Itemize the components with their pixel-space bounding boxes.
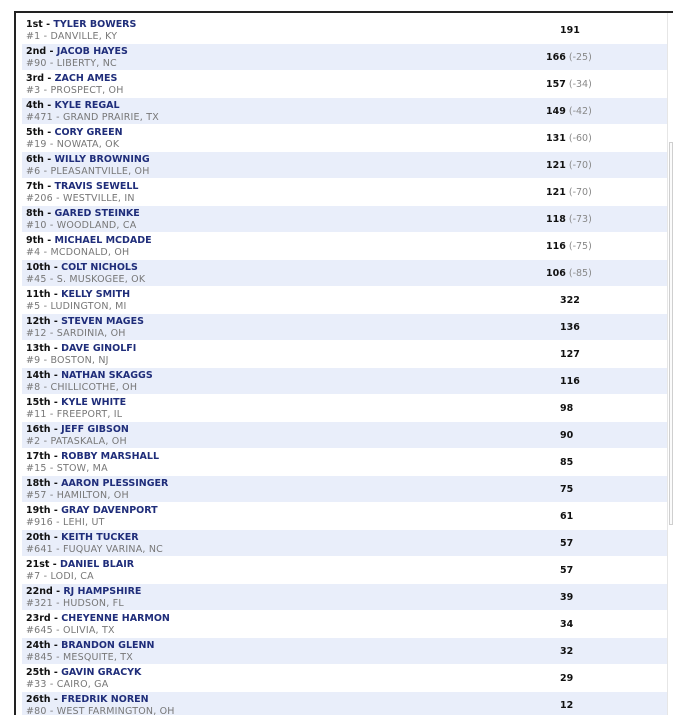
details-separator: - — [40, 247, 51, 258]
points-cell — [560, 484, 573, 496]
position-line — [26, 397, 126, 409]
points-value: 39 — [560, 592, 574, 603]
details-separator: - — [40, 166, 51, 177]
rank-separator: - — [50, 397, 62, 408]
position-line — [26, 262, 138, 274]
position-line — [26, 208, 140, 220]
rider-details — [26, 517, 105, 528]
points-cell — [560, 592, 573, 604]
rank-label: 4th — [26, 100, 44, 111]
position-line — [26, 19, 136, 31]
rider-hometown: HUDSON, FL — [62, 598, 124, 609]
details-separator: - — [52, 193, 63, 204]
rank-label: 11th — [26, 289, 51, 300]
rider-number: #57 — [26, 490, 47, 501]
rider-name-link[interactable]: ZACH AMES — [54, 73, 118, 84]
rider-number: #8 — [26, 382, 41, 393]
rider-name-link[interactable]: AARON PLESSINGER — [61, 478, 169, 489]
details-separator: - — [46, 490, 57, 501]
points-value: 75 — [560, 484, 574, 495]
rider-name-link[interactable]: BRANDON GLENN — [61, 640, 155, 651]
rider-name-link[interactable]: RJ HAMPSHIRE — [63, 586, 142, 597]
details-separator: - — [40, 436, 51, 447]
rider-number: #33 — [26, 679, 47, 690]
rider-number: #7 — [26, 571, 41, 582]
rider-hometown: PROSPECT, OH — [50, 85, 124, 96]
points-cell — [560, 403, 573, 415]
rank-label: 14th — [26, 370, 51, 381]
rider-details — [26, 31, 117, 42]
rider-name-link[interactable]: KYLE WHITE — [61, 397, 127, 408]
rider-details — [26, 436, 127, 447]
points-cell — [560, 700, 573, 712]
rank-separator: - — [50, 667, 62, 678]
rider-hometown: NOWATA, OK — [56, 139, 120, 150]
standings-row — [22, 125, 669, 152]
rider-number: #6 — [26, 166, 41, 177]
rider-name-link[interactable]: WILLY BROWNING — [54, 154, 150, 165]
position-line — [26, 559, 134, 571]
rider-hometown: HAMILTON, OH — [56, 490, 129, 501]
rider-name-link[interactable]: NATHAN SKAGGS — [61, 370, 153, 381]
points-value: 98 — [560, 403, 574, 414]
position-line — [26, 586, 141, 598]
rider-details — [26, 58, 117, 69]
rider-name-link[interactable]: GAVIN GRACYK — [61, 667, 142, 678]
points-cell — [560, 349, 580, 361]
rank-separator: - — [50, 316, 62, 327]
rider-details — [26, 490, 129, 501]
rank-separator: - — [43, 100, 55, 111]
rider-name-link[interactable]: KYLE REGAL — [54, 100, 120, 111]
rider-name-link[interactable]: GARED STEINKE — [54, 208, 140, 219]
position-line — [26, 694, 149, 706]
position-line — [26, 451, 159, 463]
details-separator: - — [40, 31, 51, 42]
standings-row — [22, 260, 669, 287]
rider-number: #11 — [26, 409, 47, 420]
rider-name-link[interactable]: TYLER BOWERS — [53, 19, 137, 30]
rider-number: #2 — [26, 436, 41, 447]
rank-label: 13th — [26, 343, 51, 354]
rider-details — [26, 382, 137, 393]
points-cell — [546, 79, 592, 91]
points-cell — [560, 646, 573, 658]
details-separator: - — [46, 328, 57, 339]
rank-separator: - — [42, 19, 54, 30]
rank-separator: - — [46, 46, 57, 57]
position-line — [26, 316, 144, 328]
position-line — [26, 667, 141, 679]
rider-number: #4 — [26, 247, 41, 258]
rider-name-link[interactable]: TRAVIS SEWELL — [54, 181, 139, 192]
points-value: 157 — [546, 79, 566, 90]
rider-hometown: DANVILLE, KY — [50, 31, 118, 42]
rank-separator: - — [43, 181, 55, 192]
points-cell — [546, 268, 592, 280]
rank-label: 12th — [26, 316, 51, 327]
standings-row — [22, 665, 669, 692]
points-value: 127 — [560, 349, 580, 360]
standings-row — [22, 152, 669, 179]
points-cell — [560, 511, 573, 523]
points-cell — [546, 52, 592, 64]
standings-row — [22, 611, 669, 638]
rider-hometown: SARDINIA, OH — [56, 328, 126, 339]
position-line — [26, 424, 129, 436]
points-cell — [560, 25, 580, 37]
position-line — [26, 613, 170, 625]
rider-number: #3 — [26, 85, 41, 96]
rider-hometown: LUDINGTON, MI — [50, 301, 127, 312]
rank-label: 16th — [26, 424, 51, 435]
points-cell — [560, 673, 573, 685]
rider-name-link[interactable]: ROBBY MARSHALL — [61, 451, 160, 462]
rider-hometown: CHILLICOTHE, OH — [50, 382, 138, 393]
rider-details — [26, 112, 159, 123]
rider-name-link[interactable]: CORY GREEN — [54, 127, 123, 138]
standings-row — [22, 314, 669, 341]
details-separator: - — [46, 409, 57, 420]
rider-details — [26, 274, 145, 285]
rank-separator: - — [50, 532, 62, 543]
standings-row — [22, 422, 669, 449]
details-separator: - — [40, 571, 51, 582]
details-separator: - — [52, 625, 63, 636]
rider-hometown: LEHI, UT — [62, 517, 105, 528]
rider-name-link[interactable]: MICHAEL MCDADE — [54, 235, 152, 246]
rider-number: #10 — [26, 220, 47, 231]
rider-number: #206 — [26, 193, 53, 204]
points-value: 29 — [560, 673, 574, 684]
points-cell — [560, 322, 580, 334]
points-cell — [560, 565, 573, 577]
rider-details — [26, 625, 115, 636]
rank-separator: - — [43, 208, 55, 219]
points-value: 106 — [546, 268, 566, 279]
rank-label: 23rd — [26, 613, 51, 624]
rider-hometown: OLIVIA, TX — [62, 625, 115, 636]
standings-row — [22, 503, 669, 530]
position-line — [26, 181, 138, 193]
position-line — [26, 235, 152, 247]
rank-separator: - — [52, 586, 64, 597]
rank-label: 21st — [26, 559, 50, 570]
rider-number: #45 — [26, 274, 47, 285]
rider-name-link[interactable]: COLT NICHOLS — [61, 262, 138, 273]
details-separator: - — [52, 652, 63, 663]
points-gap: (-73) — [568, 214, 592, 225]
rider-name-link[interactable]: GRAY DAVENPORT — [61, 505, 158, 516]
rank-separator: - — [50, 289, 62, 300]
rider-hometown: FUQUAY VARINA, NC — [62, 544, 163, 555]
standings-row — [22, 557, 669, 584]
rank-separator: - — [50, 478, 62, 489]
rank-label: 10th — [26, 262, 51, 273]
rank-label: 5th — [26, 127, 44, 138]
scrollbar-thumb[interactable] — [669, 142, 673, 525]
points-value: 191 — [560, 25, 580, 36]
points-gap: (-34) — [568, 79, 592, 90]
rank-label: 20th — [26, 532, 51, 543]
rider-hometown: WOODLAND, CA — [56, 220, 137, 231]
position-line — [26, 100, 120, 112]
points-cell — [560, 376, 580, 388]
rider-hometown: WEST FARMINGTON, OH — [56, 706, 175, 715]
standings-row — [22, 692, 669, 715]
points-cell — [546, 160, 592, 172]
details-separator: - — [40, 301, 51, 312]
rider-details — [26, 706, 175, 715]
rank-label: 24th — [26, 640, 51, 651]
rank-separator: - — [50, 370, 62, 381]
details-separator: - — [46, 706, 57, 715]
points-gap: (-85) — [568, 268, 592, 279]
rider-number: #845 — [26, 652, 53, 663]
points-cell — [546, 187, 592, 199]
standings-row — [22, 584, 669, 611]
standings-row — [22, 71, 669, 98]
details-separator: - — [52, 544, 63, 555]
standings-row — [22, 98, 669, 125]
rider-number: #321 — [26, 598, 53, 609]
rider-hometown: LODI, CA — [50, 571, 94, 582]
points-value: 85 — [560, 457, 574, 468]
rank-separator: - — [50, 262, 62, 273]
points-value: 90 — [560, 430, 574, 441]
rider-name-link[interactable]: JEFF GIBSON — [61, 424, 129, 435]
points-value: 61 — [560, 511, 574, 522]
position-line — [26, 127, 123, 139]
standings-row — [22, 179, 669, 206]
rider-details — [26, 571, 94, 582]
rider-number: #15 — [26, 463, 47, 474]
standings-row — [22, 530, 669, 557]
rider-name-link[interactable]: FREDRIK NOREN — [61, 694, 149, 705]
points-cell — [560, 295, 580, 307]
points-value: 322 — [560, 295, 580, 306]
rider-details — [26, 247, 129, 258]
rank-separator: - — [50, 451, 62, 462]
rank-label: 26th — [26, 694, 51, 705]
rider-number: #12 — [26, 328, 47, 339]
standings-list — [22, 17, 669, 715]
rider-number: #645 — [26, 625, 53, 636]
rider-number: #641 — [26, 544, 53, 555]
rider-details — [26, 679, 108, 690]
rank-separator: - — [50, 505, 62, 516]
rank-label: 18th — [26, 478, 51, 489]
rank-label: 25th — [26, 667, 51, 678]
rank-label: 7th — [26, 181, 44, 192]
points-value: 34 — [560, 619, 574, 630]
rider-details — [26, 409, 122, 420]
standings-row — [22, 233, 669, 260]
rider-number: #90 — [26, 58, 47, 69]
rank-separator: - — [43, 127, 55, 138]
rider-name-link[interactable]: DAVE GINOLFI — [61, 343, 137, 354]
rank-label: 2nd — [26, 46, 47, 57]
rider-hometown: WESTVILLE, IN — [62, 193, 135, 204]
rider-details — [26, 139, 119, 150]
rank-separator: - — [50, 343, 62, 354]
rider-hometown: PATASKALA, OH — [50, 436, 127, 447]
points-gap: (-60) — [568, 133, 592, 144]
points-value: 57 — [560, 538, 574, 549]
points-cell — [546, 214, 592, 226]
details-separator: - — [40, 382, 51, 393]
position-line — [26, 505, 158, 517]
details-separator: - — [46, 274, 57, 285]
details-separator: - — [52, 598, 63, 609]
points-cell — [560, 538, 573, 550]
rider-hometown: BOSTON, NJ — [50, 355, 109, 366]
rider-number: #19 — [26, 139, 47, 150]
rider-name-link[interactable]: JACOB HAYES — [56, 46, 128, 57]
points-cell — [560, 457, 573, 469]
position-line — [26, 289, 130, 301]
points-value: 116 — [560, 376, 580, 387]
rank-label: 22nd — [26, 586, 53, 597]
points-value: 12 — [560, 700, 574, 711]
rank-separator: - — [50, 694, 62, 705]
standings-row — [22, 395, 669, 422]
standings-panel — [14, 11, 673, 715]
rider-name-link[interactable]: STEVEN MAGES — [61, 316, 144, 327]
position-line — [26, 73, 117, 85]
position-line — [26, 343, 136, 355]
position-line — [26, 46, 128, 58]
rider-hometown: FREEPORT, IL — [56, 409, 123, 420]
rider-details — [26, 463, 108, 474]
points-cell — [560, 619, 573, 631]
points-value: 57 — [560, 565, 574, 576]
standings-row — [22, 368, 669, 395]
points-value: 118 — [546, 214, 566, 225]
points-value: 121 — [546, 187, 566, 198]
rank-label: 9th — [26, 235, 44, 246]
details-separator: - — [46, 679, 57, 690]
rank-separator: - — [43, 235, 55, 246]
points-gap: (-42) — [568, 106, 592, 117]
details-separator: - — [40, 85, 51, 96]
points-value: 136 — [560, 322, 580, 333]
rank-separator: - — [44, 73, 55, 84]
standings-row — [22, 206, 669, 233]
rider-details — [26, 85, 124, 96]
rider-name-link[interactable]: DANIEL BLAIR — [59, 559, 135, 570]
rider-hometown: LIBERTY, NC — [56, 58, 117, 69]
rank-separator: - — [50, 424, 62, 435]
details-separator: - — [46, 139, 57, 150]
position-line — [26, 640, 154, 652]
standings-row — [22, 341, 669, 368]
position-line — [26, 370, 153, 382]
details-separator: - — [46, 463, 57, 474]
rider-details — [26, 301, 127, 312]
rank-separator: - — [50, 640, 62, 651]
points-value: 32 — [560, 646, 574, 657]
rank-label: 1st — [26, 19, 43, 30]
position-line — [26, 532, 139, 544]
points-cell — [560, 430, 573, 442]
rank-label: 6th — [26, 154, 44, 165]
rider-details — [26, 220, 136, 231]
points-gap: (-25) — [568, 52, 592, 63]
rank-separator: - — [49, 559, 60, 570]
rider-details — [26, 598, 124, 609]
standings-row — [22, 44, 669, 71]
details-separator: - — [40, 355, 51, 366]
rider-hometown: MESQUITE, TX — [62, 652, 134, 663]
rider-number: #5 — [26, 301, 41, 312]
rider-hometown: CAIRO, GA — [56, 679, 109, 690]
rider-number: #1 — [26, 31, 41, 42]
standings-row — [22, 476, 669, 503]
points-value: 121 — [546, 160, 566, 171]
rider-hometown: MCDONALD, OH — [50, 247, 130, 258]
rank-label: 3rd — [26, 73, 45, 84]
rider-details — [26, 544, 163, 555]
rider-name-link[interactable]: CHEYENNE HARMON — [61, 613, 170, 624]
rider-hometown: S. MUSKOGEE, OK — [56, 274, 146, 285]
rank-label: 19th — [26, 505, 51, 516]
rider-details — [26, 166, 150, 177]
rider-number: #916 — [26, 517, 53, 528]
points-cell — [546, 106, 592, 118]
rider-hometown: GRAND PRAIRIE, TX — [62, 112, 159, 123]
rank-label: 8th — [26, 208, 44, 219]
rank-label: 17th — [26, 451, 51, 462]
details-separator: - — [46, 58, 57, 69]
points-value: 116 — [546, 241, 566, 252]
points-gap: (-75) — [568, 241, 592, 252]
points-value: 166 — [546, 52, 566, 63]
standings-row — [22, 17, 669, 44]
points-gap: (-70) — [568, 187, 592, 198]
standings-row — [22, 449, 669, 476]
rider-details — [26, 355, 109, 366]
rider-number: #471 — [26, 112, 53, 123]
rider-details — [26, 652, 133, 663]
rider-name-link[interactable]: KEITH TUCKER — [61, 532, 139, 543]
rider-number: #80 — [26, 706, 47, 715]
details-separator: - — [52, 517, 63, 528]
position-line — [26, 154, 150, 166]
points-value: 131 — [546, 133, 566, 144]
rider-name-link[interactable]: KELLY SMITH — [61, 289, 131, 300]
points-value: 149 — [546, 106, 566, 117]
rider-hometown: STOW, MA — [56, 463, 108, 474]
rank-label: 15th — [26, 397, 51, 408]
standings-row — [22, 638, 669, 665]
details-separator: - — [52, 112, 63, 123]
rider-number: #9 — [26, 355, 41, 366]
rank-separator: - — [43, 154, 55, 165]
points-gap: (-70) — [568, 160, 592, 171]
rider-hometown: PLEASANTVILLE, OH — [50, 166, 150, 177]
rank-separator: - — [50, 613, 62, 624]
rider-details — [26, 193, 135, 204]
points-cell — [546, 241, 592, 253]
standings-row — [22, 287, 669, 314]
position-line — [26, 478, 168, 490]
rider-details — [26, 328, 126, 339]
points-cell — [546, 133, 592, 145]
details-separator: - — [46, 220, 57, 231]
